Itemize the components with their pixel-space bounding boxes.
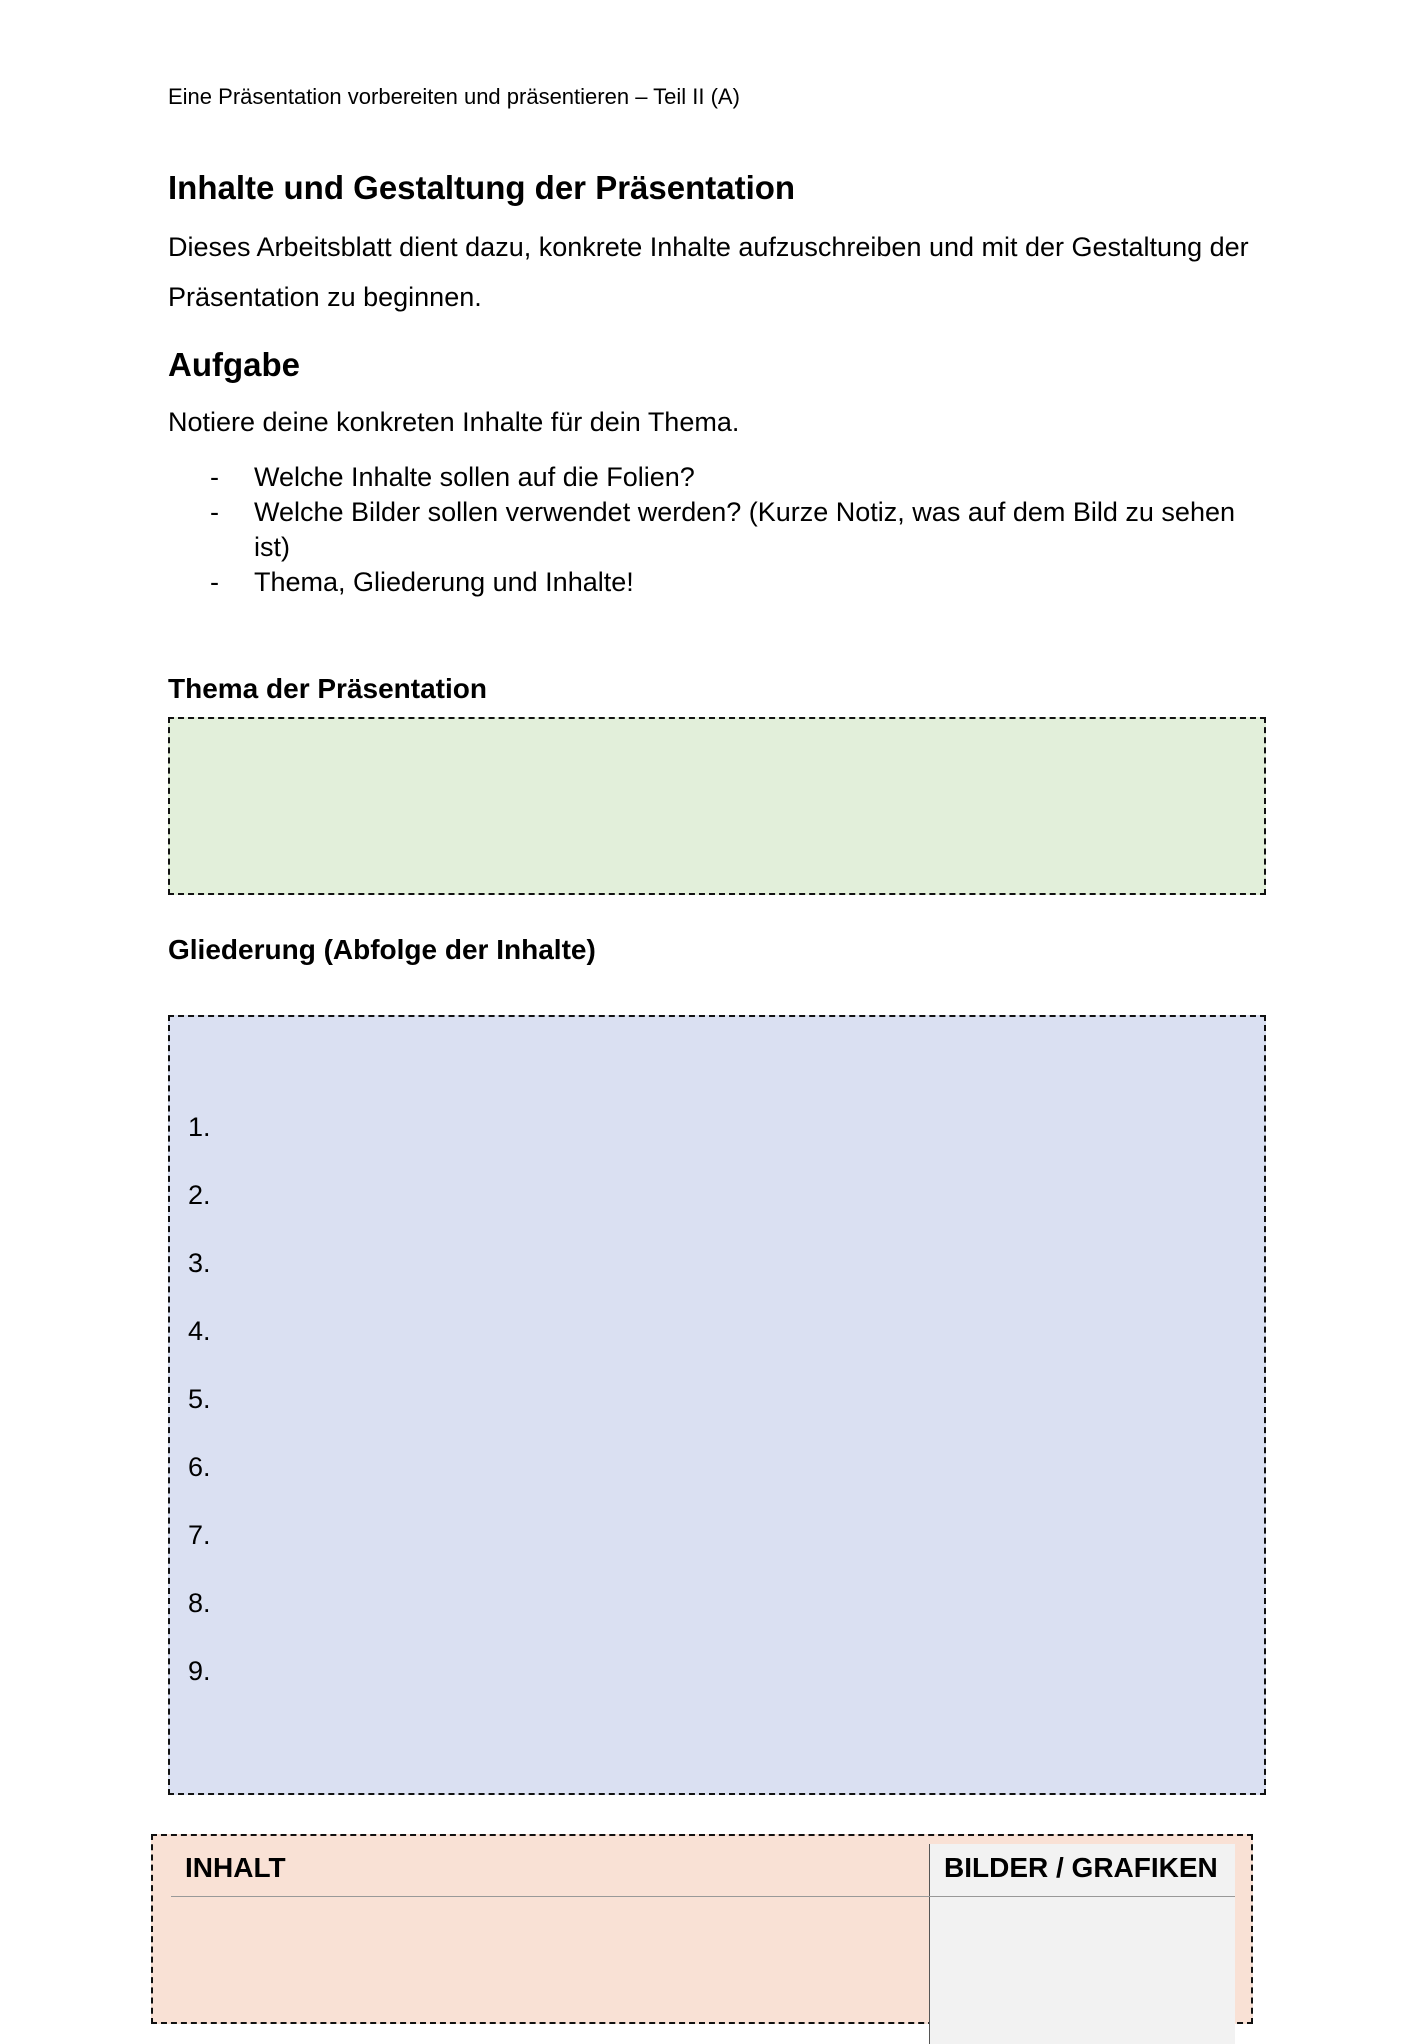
page-title: Inhalte und Gestaltung der Präsentation [168,169,796,206]
bullet-marker: - [210,462,219,492]
content-table-box [151,1834,1253,2024]
thema-input-box[interactable] [168,717,1266,895]
gliederung-list [188,1093,211,1705]
running-header: Eine Präsentation vorbereiten und präsentieren – Teil II (A) [168,84,740,109]
task-instruction: Notiere deine konkreten Inhalte für dein Thema. [168,407,740,437]
gliederung-item: 3. [188,1248,211,1278]
list-item [210,495,1260,565]
gliederung-item: 7. [188,1520,211,1550]
gliederung-item: 5. [188,1384,211,1414]
gliederung-item: 9. [188,1656,211,1686]
task-heading: Aufgabe [168,346,300,383]
list-item [210,565,1260,600]
bullet-text: Welche Inhalte sollen auf die Folien? [254,462,695,492]
bullet-text: Welche Bilder sollen verwendet werden? (Kurze Notiz, was auf dem Bild zu sehen ist) [254,497,1235,562]
intro-text: Dieses Arbeitsblatt dient dazu, konkrete Inhalte aufzuschreiben und mit der Gestaltung der Präsentation zu beginnen. [168,232,1249,312]
thema-label: Thema der Präsentation [168,673,487,704]
bilder-column[interactable] [930,1844,1235,2044]
inhalt-column[interactable] [171,1844,930,2044]
gliederung-item: 6. [188,1452,211,1482]
bilder-header: BILDER / GRAFIKEN [944,1852,1218,1883]
bullet-text: Thema, Gliederung und Inhalte! [254,567,634,597]
gliederung-item: 4. [188,1316,211,1346]
inhalt-header: INHALT [185,1852,286,1883]
gliederung-label: Gliederung (Abfolge der Inhalte) [168,934,596,965]
bullet-marker: - [210,497,219,527]
table-header-divider [171,1896,1235,1897]
bullet-marker: - [210,567,219,597]
gliederung-item: 8. [188,1588,211,1618]
gliederung-item: 2. [188,1180,211,1210]
gliederung-input-box[interactable] [168,1015,1266,1795]
content-table [171,1844,1235,2044]
task-bullet-list [210,460,1260,600]
gliederung-item: 1. [188,1112,211,1142]
list-item [210,460,1260,495]
